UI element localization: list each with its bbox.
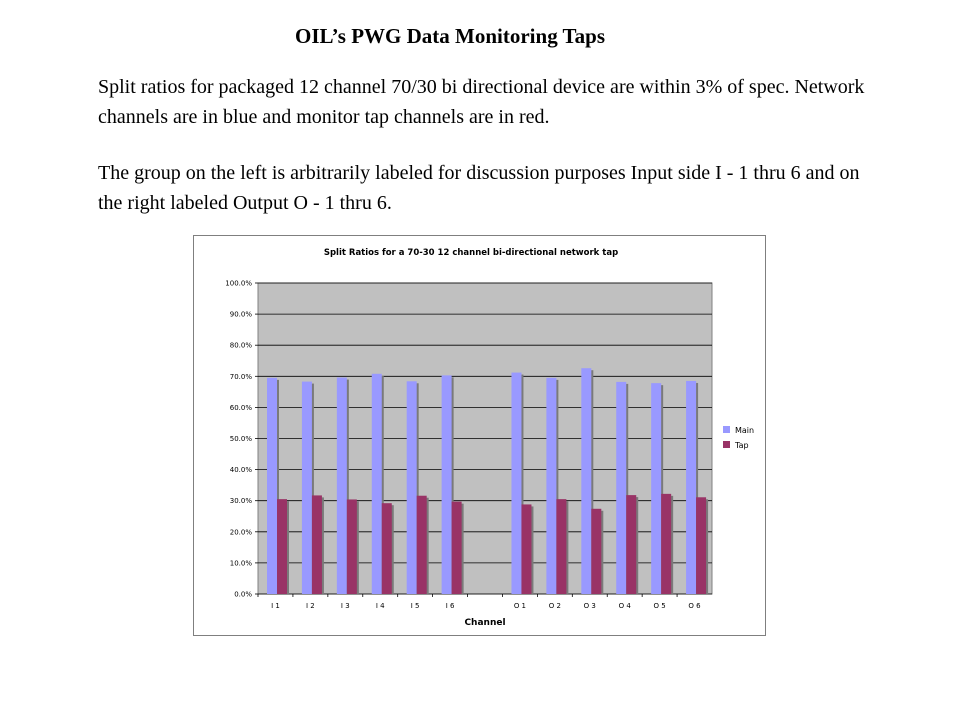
y-tick-label: 30.0% (229, 497, 252, 506)
y-tick-label: 50.0% (229, 435, 252, 443)
x-tick-label: O 3 (583, 602, 596, 610)
legend-swatch-main (723, 426, 730, 433)
bar-tap (661, 494, 671, 594)
bar-main (442, 375, 452, 594)
bar-main (581, 368, 591, 594)
y-tick-label: 0.0% (234, 590, 252, 599)
description-paragraph-2: The group on the left is arbitrarily labeled for discussion purposes Input side I - 1 thru 6 and on the right labeled Output O - 1 thru 6. (98, 162, 860, 214)
x-tick-label: I 4 (375, 602, 385, 610)
y-tick-label: 80.0% (229, 341, 252, 350)
x-tick-label: I 5 (410, 602, 420, 610)
y-tick-label: 60.0% (229, 403, 252, 412)
bar-tap (696, 497, 706, 594)
y-tick-label: 20.0% (229, 528, 252, 537)
chart-title: Split Ratios for a 70-30 12 channel bi-directional network tap (323, 248, 619, 258)
x-tick-label: I 2 (306, 602, 315, 610)
bar-tap (626, 495, 636, 594)
y-tick-label: 10.0% (229, 559, 252, 568)
bar-main (651, 383, 661, 594)
chart-frame (193, 235, 766, 636)
bar-tap (556, 499, 566, 594)
x-tick-label: I 3 (340, 602, 350, 610)
y-tick-label: 40.0% (229, 466, 252, 475)
bar-main (546, 378, 556, 594)
bar-main (511, 373, 521, 594)
bar-tap (382, 503, 392, 594)
x-tick-label: O 6 (688, 602, 701, 610)
bar-tap (312, 495, 322, 594)
legend-label-tap: Tap (735, 441, 749, 450)
bar-tap (452, 502, 462, 594)
x-tick-label: O 5 (653, 602, 666, 610)
slide-title: OIL’s PWG Data Monitoring Taps (294, 24, 605, 48)
bar-main (372, 374, 382, 594)
y-tick-label: 100.0% (225, 279, 252, 288)
bar-main (267, 378, 277, 594)
description-paragraph-1: Split ratios for packaged 12 channel 70/30 bi directional device are within 3% of spec. Network channels are in blue and monitor tap channels are in red. (98, 76, 865, 128)
bar-main (616, 382, 626, 594)
legend-label-main: Main (735, 426, 755, 435)
x-tick-label: I 1 (271, 602, 280, 610)
bar-main (302, 382, 312, 594)
x-tick-label: O 1 (513, 602, 527, 610)
bar-tap (591, 509, 601, 594)
bar-tap (347, 499, 357, 594)
split-ratio-chart (194, 236, 765, 635)
x-tick-label: O 4 (618, 602, 631, 610)
legend-swatch-tap (723, 441, 730, 448)
y-tick-label: 70.0% (229, 372, 252, 381)
bar-main (337, 378, 347, 594)
x-axis-label: Channel (464, 618, 506, 628)
bar-tap (521, 504, 531, 594)
bar-tap (417, 496, 427, 594)
x-tick-label: I 6 (445, 602, 455, 610)
y-tick-label: 90.0% (229, 310, 252, 319)
bar-tap (277, 499, 287, 594)
bar-main (407, 381, 417, 594)
x-tick-label: O 2 (548, 602, 561, 610)
bar-main (686, 381, 696, 594)
